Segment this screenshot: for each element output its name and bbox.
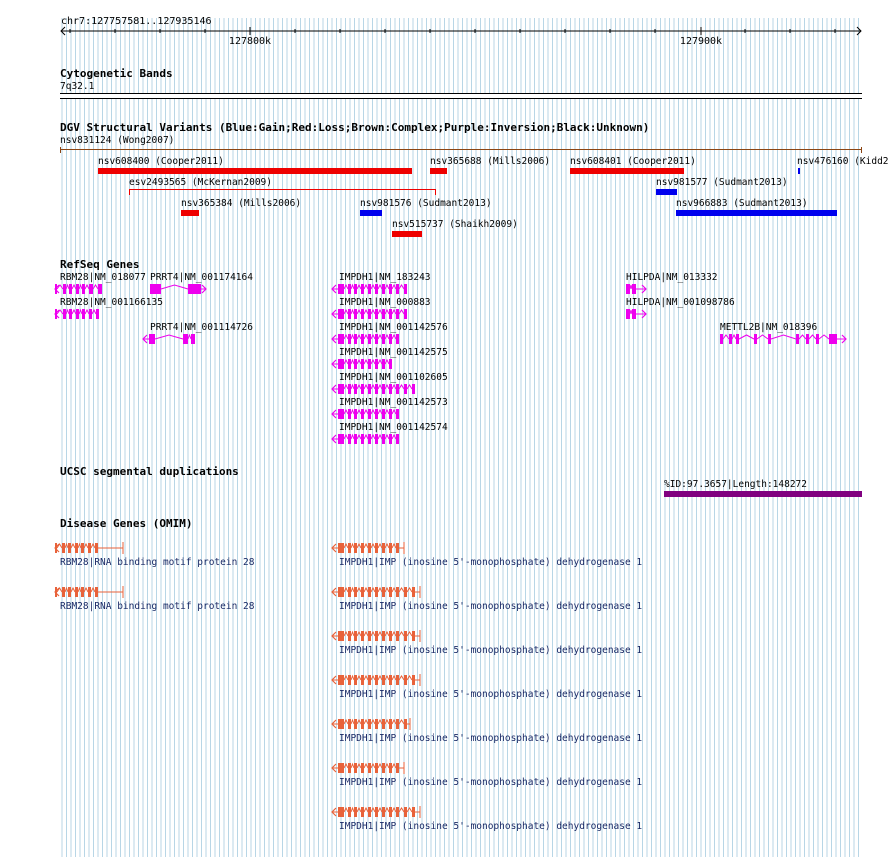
ruler-tick-label: 127800k <box>228 36 272 47</box>
omim-gene-label: IMPDH1|IMP (inosine 5'-monophosphate) dehydrogenase 1 <box>339 733 643 744</box>
refseq-gene-label: IMPDH1|NM_001102605 <box>339 372 448 383</box>
omim-gene[interactable] <box>332 630 420 642</box>
omim-gene[interactable] <box>332 586 420 598</box>
refseq-gene-label: IMPDH1|NM_001142575 <box>339 347 448 358</box>
omim-gene-label: RBM28|RNA binding motif protein 28 <box>60 557 255 568</box>
refseq-gene-label: PRRT4|NM_001174164 <box>150 272 253 283</box>
ruler-tick-127800k <box>229 27 271 47</box>
omim-gene-label: RBM28|RNA binding motif protein 28 <box>60 601 255 612</box>
refseq-gene-label: IMPDH1|NM_001142576 <box>339 322 448 333</box>
omim-gene-label: IMPDH1|IMP (inosine 5'-monophosphate) dehydrogenase 1 <box>339 557 643 568</box>
refseq-track-title: RefSeq Genes <box>60 258 140 271</box>
dgv-variant-label: nsv515737 (Shaikh2009) <box>392 219 518 230</box>
omim-gene-label: IMPDH1|IMP (inosine 5'-monophosphate) dehydrogenase 1 <box>339 601 643 612</box>
cytoband-label: 7q32.1 <box>60 81 95 92</box>
omim-gene[interactable] <box>332 718 410 730</box>
dgv-variant-label: nsv365384 (Mills2006) <box>181 198 302 209</box>
dgv-variant-label: esv2493565 (McKernan2009) <box>129 177 272 188</box>
segdup-track-title: UCSC segmental duplications <box>60 465 239 478</box>
refseq-gene-label: RBM28|NM_018077 <box>60 272 146 283</box>
refseq-gene-label: IMPDH1|NM_001142574 <box>339 422 448 433</box>
refseq-gene-label: IMPDH1|NM_001142573 <box>339 397 448 408</box>
cytoband-track-title: Cytogenetic Bands <box>60 67 173 80</box>
omim-gene[interactable] <box>332 674 420 686</box>
refseq-gene-label: RBM28|NM_001166135 <box>60 297 163 308</box>
position-ruler[interactable] <box>0 0 890 60</box>
ruler-coordinates: chr7:127757581..127935146 <box>61 16 212 27</box>
omim-gene[interactable] <box>332 542 404 554</box>
dgv-variant-label: nsv831124 (Wong2007) <box>60 135 175 146</box>
dgv-variant-label: nsv365688 (Mills2006) <box>430 156 551 167</box>
refseq-gene-label: IMPDH1|NM_000883 <box>339 297 431 308</box>
omim-gene-label: IMPDH1|IMP (inosine 5'-monophosphate) dehydrogenase 1 <box>339 645 643 656</box>
omim-gene-label: IMPDH1|IMP (inosine 5'-monophosphate) dehydrogenase 1 <box>339 821 643 832</box>
dgv-variant-label: nsv966883 (Sudmant2013) <box>676 198 808 209</box>
refseq-gene-label: PRRT4|NM_001114726 <box>150 322 253 333</box>
omim-gene[interactable] <box>55 542 123 554</box>
dgv-variant-label: nsv608401 (Cooper2011) <box>570 156 696 167</box>
ruler-tick-127900k <box>680 27 722 47</box>
dgv-track-title: DGV Structural Variants (Blue:Gain;Red:Loss;Brown:Complex;Purple:Inversion;Black:Unknown) <box>60 121 650 134</box>
dgv-variant-label: nsv981576 (Sudmant2013) <box>360 198 492 209</box>
omim-gene[interactable] <box>332 806 420 818</box>
omim-gene[interactable] <box>55 586 123 598</box>
segdup-label: %ID:97.3657|Length:148272 <box>664 479 807 490</box>
dgv-variant-label: nsv476160 (Kidd2 <box>797 156 889 167</box>
omim-track-title: Disease Genes (OMIM) <box>60 517 193 530</box>
refseq-gene-label: IMPDH1|NM_183243 <box>339 272 431 283</box>
dgv-variant-label: nsv608400 (Cooper2011) <box>98 156 224 167</box>
dgv-variant-label: nsv981577 (Sudmant2013) <box>656 177 788 188</box>
ruler-tick-label: 127900k <box>679 36 723 47</box>
omim-gene-label: IMPDH1|IMP (inosine 5'-monophosphate) dehydrogenase 1 <box>339 777 643 788</box>
omim-gene[interactable] <box>332 762 404 774</box>
refseq-gene-label: HILPDA|NM_013332 <box>626 272 718 283</box>
refseq-gene-label: HILPDA|NM_001098786 <box>626 297 735 308</box>
omim-gene-label: IMPDH1|IMP (inosine 5'-monophosphate) dehydrogenase 1 <box>339 689 643 700</box>
refseq-gene-label: METTL2B|NM_018396 <box>720 322 818 333</box>
